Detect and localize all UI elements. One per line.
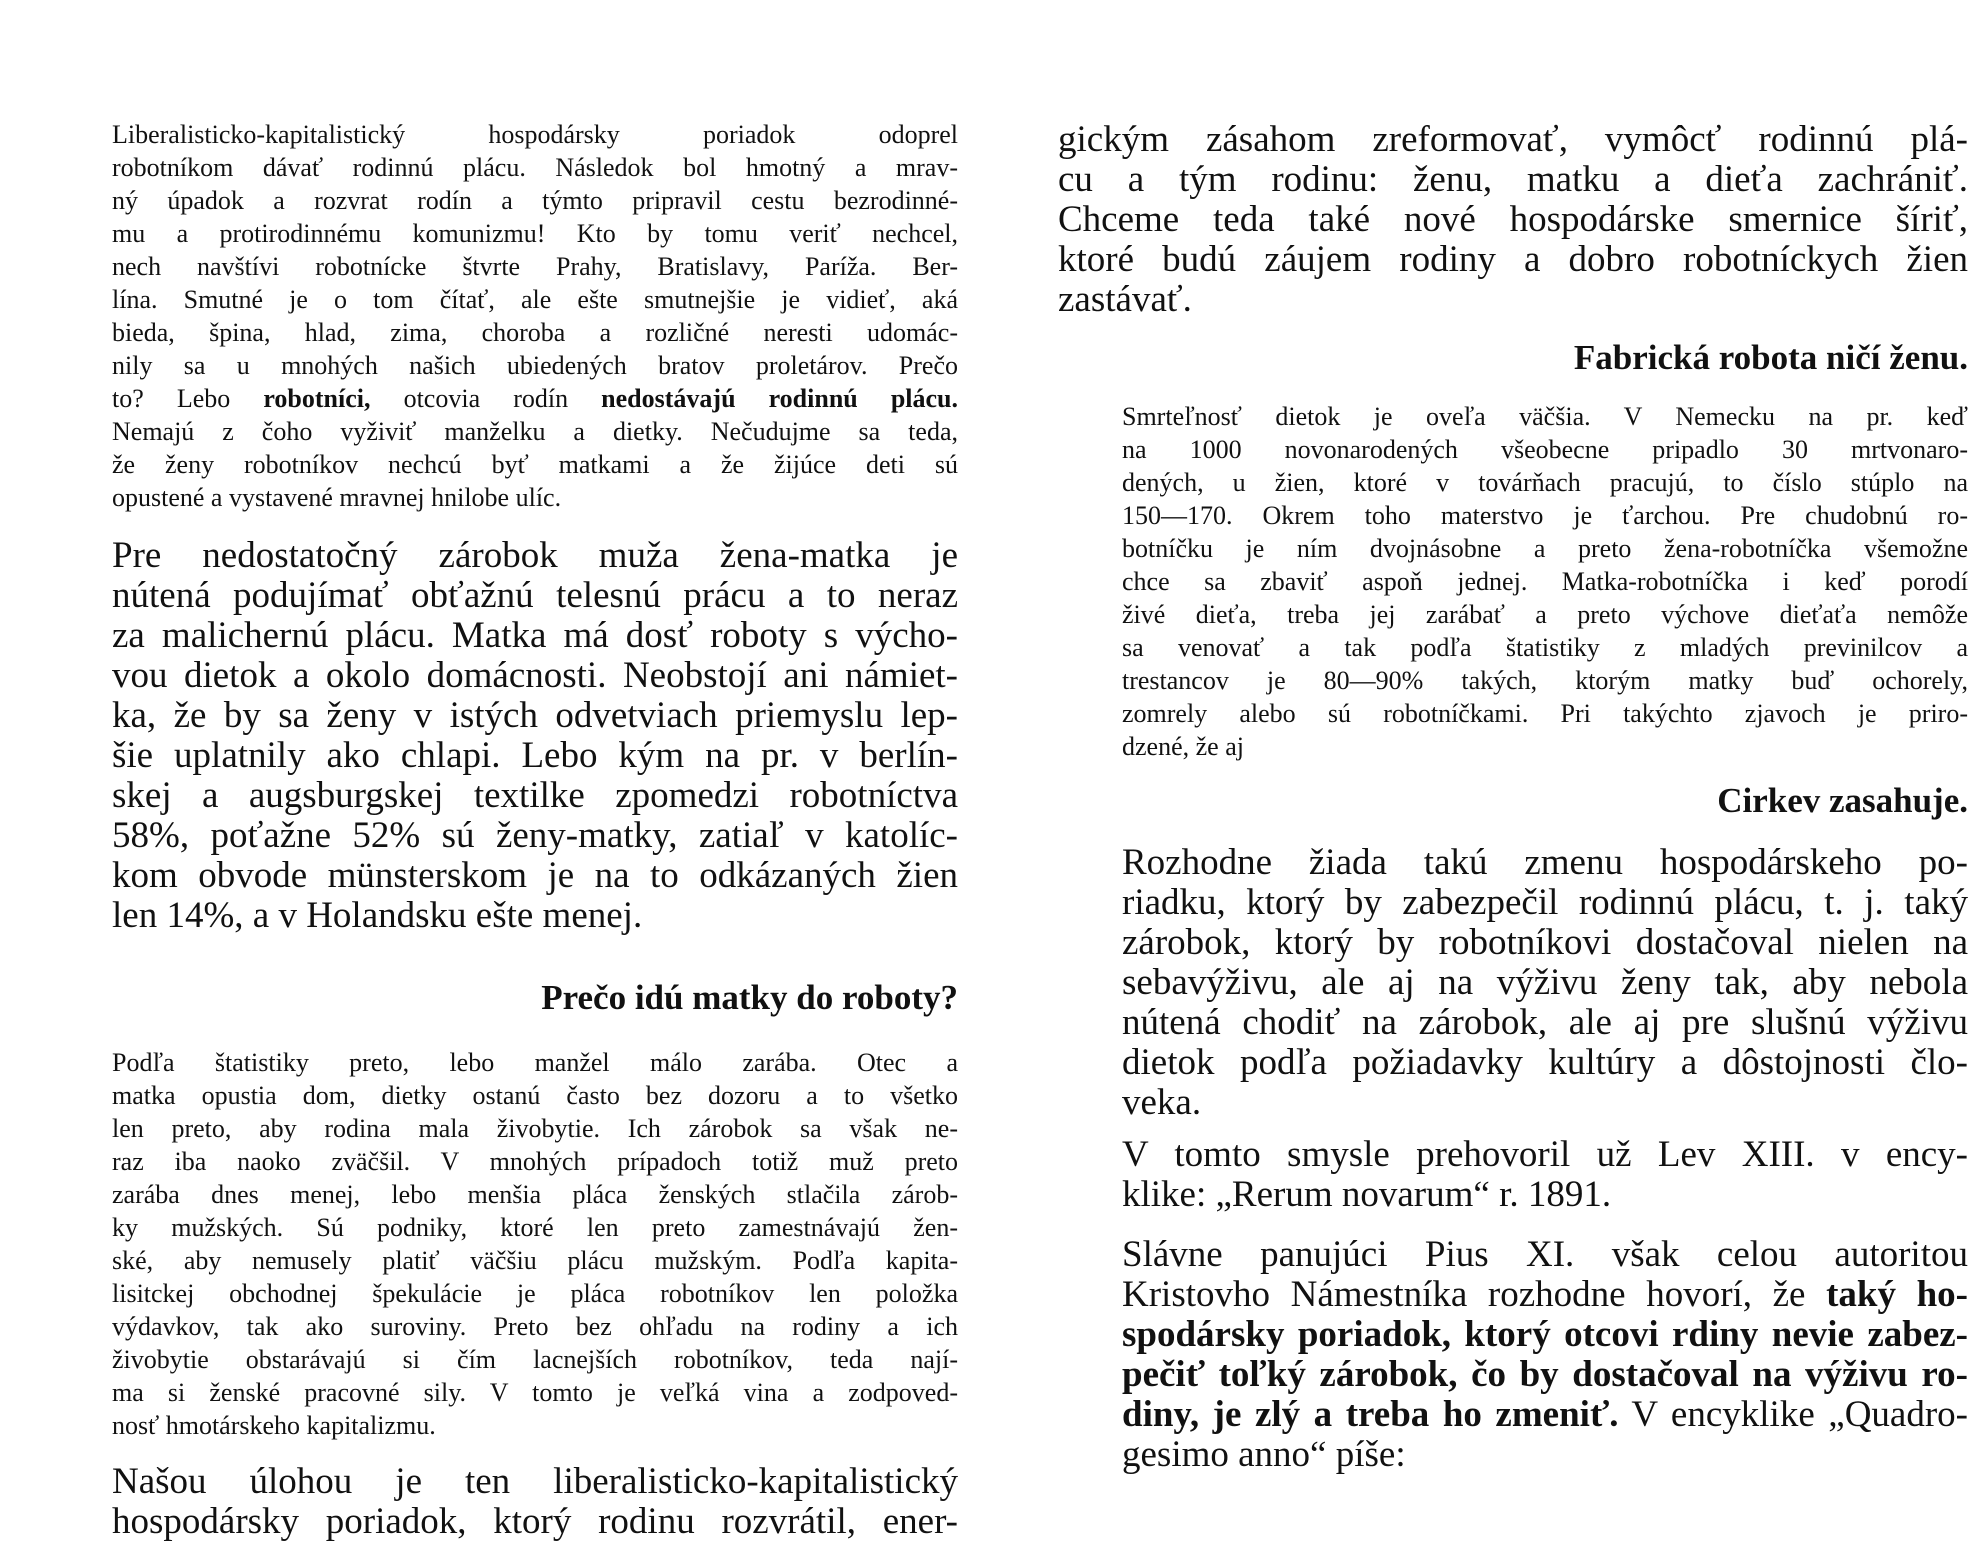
left-page bbox=[48, 118, 958, 1542]
text-line: veka. bbox=[1122, 1082, 1202, 1123]
text-line: botníčku je ním dvojnásobne a preto žena-robotníčka všemožne bbox=[1122, 534, 1968, 563]
left-paragraph-1 bbox=[48, 118, 958, 514]
text-line: len preto, aby rodina mala živobytie. Ich zárobok sa však ne- bbox=[112, 1114, 958, 1143]
text-line: Pre nedostatočný zárobok muža žena-matka je bbox=[112, 535, 958, 576]
text-line: Podľa štatistiky preto, lebo manžel málo zarába. Otec a bbox=[112, 1048, 958, 1077]
text-line bbox=[1058, 1275, 1968, 1315]
text-line: Nemajú z čoho vyživiť manželku a dietky. Nečudujme sa teda, bbox=[112, 417, 958, 446]
text-run: to? Lebo bbox=[112, 384, 264, 413]
text-line: výdavkov, tak ako suroviny. Preto bez ohľadu na rodiny a ich bbox=[112, 1312, 958, 1341]
text-line: klike: „Rerum novarum“ r. 1891. bbox=[1122, 1174, 1612, 1215]
text-line: ka, že by sa ženy v istých odvetviach priemyslu lep- bbox=[112, 695, 958, 736]
text-line: Našou úlohou je ten liberalisticko-kapitalistický bbox=[112, 1461, 958, 1502]
text-line: gickým zásahom zreformovať, vymôcť rodinnú plá- bbox=[1058, 119, 1968, 160]
text-line: nútená podujímať obťažnú telesnú prácu a to neraz bbox=[112, 575, 958, 616]
section-heading: Cirkev zasahuje. bbox=[1717, 781, 1968, 820]
text-line: ské, aby nemusely platiť väčšiu plácu mužským. Podľa kapita- bbox=[112, 1246, 958, 1275]
text-line: nútená chodiť na zárobok, ale aj pre slušnú výživu bbox=[1122, 1002, 1968, 1043]
text-line: matka opustia dom, dietky ostanú často bez dozoru a to všetko bbox=[112, 1081, 958, 1110]
text-line: ma si ženské pracovné sily. V tomto je veľká vina a zodpoved- bbox=[112, 1378, 958, 1407]
text-line: kom obvode münsterskom je na to odkázaných žien bbox=[112, 855, 958, 896]
left-paragraph-4 bbox=[48, 1462, 958, 1542]
text-line: ky mužských. Sú podniky, ktoré len preto zamestnávajú žen- bbox=[112, 1213, 958, 1242]
text-line: 58%, poťažne 52% sú ženy-matky, zatiaľ v katolíc- bbox=[112, 815, 958, 856]
bold-run: spodársky poriadok, ktorý otcovi rdiny nevie zabez- bbox=[1122, 1314, 1968, 1355]
right-paragraph-1 bbox=[1058, 120, 1968, 320]
text-line bbox=[48, 382, 958, 415]
text-line: lisitckej obchodnej špekulácie je pláca robotníkov len položka bbox=[112, 1279, 958, 1308]
bold-run: nedostávajú rodinnú plácu. bbox=[601, 384, 959, 413]
bold-run: robotníci, bbox=[263, 384, 371, 413]
text-line: raz iba naoko zväčšil. V mnohých prípadoch totiž muž preto bbox=[112, 1147, 958, 1176]
text-line: 150—170. Okrem toho materstvo je ťarchou. Pre chudobnú ro- bbox=[1122, 501, 1968, 530]
text-line: Liberalisticko-kapitalistický hospodársky poriadok odoprel bbox=[112, 120, 958, 149]
text-line: šie uplatnily ako chlapi. Lebo kým na pr. v berlín- bbox=[112, 735, 958, 776]
left-paragraph-2 bbox=[48, 536, 958, 936]
bold-run: pečiť toľký zárobok, čo by dostačoval na výživu ro- bbox=[1122, 1354, 1968, 1395]
bold-run: diny, je zlý a treba ho zmeniť. bbox=[1122, 1394, 1619, 1435]
text-line: živobytie obstarávajú si čím lacnejších robotníkov, teda nají- bbox=[112, 1345, 958, 1374]
text-line: za malichernú plácu. Matka má dosť roboty s výcho- bbox=[112, 615, 958, 656]
text-line: Rozhodne žiada takú zmenu hospodárskeho po- bbox=[1122, 842, 1968, 883]
text-line: vou dietok a okolo domácnosti. Neobstojí ani námiet- bbox=[112, 655, 958, 696]
text-line: zastávať. bbox=[1058, 279, 1192, 320]
text-line: dených, u žien, ktoré v továrňach pracujú, to číslo stúplo na bbox=[1122, 468, 1968, 497]
text-line: na 1000 novonarodených všeobecne pripadlo 30 mrtvonaro- bbox=[1122, 435, 1968, 464]
text-line: zomrely alebo sú robotníčkami. Pri takýchto zjavoch je priro- bbox=[1122, 699, 1968, 728]
text-line: skej a augsburgskej textilke zpomedzi robotníctva bbox=[112, 775, 958, 816]
right-page bbox=[1058, 120, 1968, 1475]
text-line: dietok podľa požiadavky kultúry a dôstojnosti člo- bbox=[1122, 1042, 1968, 1083]
text-run: V encyklike „Quadro- bbox=[1618, 1394, 1968, 1435]
text-line: Slávne panujúci Pius XI. však celou autoritou bbox=[1122, 1234, 1968, 1275]
text-line: zárobok, ktorý by robotníkovi dostačoval nielen na bbox=[1122, 922, 1968, 963]
text-line: nech navštívi robotnícke štvrte Prahy, Bratislavy, Paríža. Ber- bbox=[112, 252, 958, 281]
text-run: otcovia rodín bbox=[370, 384, 602, 413]
text-line: riadku, ktorý by zabezpečil rodinnú plácu, t. j. taký bbox=[1122, 882, 1968, 923]
text-line: Chceme teda také nové hospodárske smernice šíriť, bbox=[1058, 199, 1968, 240]
text-line: lína. Smutné je o tom čítať, ale ešte smutnejšie je vidieť, aká bbox=[112, 285, 958, 314]
section-heading: Prečo idú matky do roboty? bbox=[541, 978, 958, 1017]
text-line: Smrteľnosť dietok je oveľa väčšia. V Nemecku na pr. keď bbox=[1122, 402, 1968, 431]
text-line: len 14%, a v Holandsku ešte menej. bbox=[112, 895, 643, 936]
text-line bbox=[1058, 1355, 1968, 1395]
text-line: nosť hmotárskeho kapitalizmu. bbox=[112, 1411, 436, 1440]
right-paragraph-2 bbox=[1058, 400, 1968, 763]
text-line: sebavýživu, ale aj na výživu ženy tak, aby nebola bbox=[1122, 962, 1968, 1003]
section-heading: Fabrická robota ničí ženu. bbox=[1573, 338, 1968, 377]
text-line bbox=[1058, 1315, 1968, 1355]
right-paragraph-5 bbox=[1058, 1235, 1968, 1475]
text-line: ktoré budú záujem rodiny a dobro robotníckych žien bbox=[1058, 239, 1968, 280]
text-line: opustené a vystavené mravnej hnilobe ulíc. bbox=[112, 483, 562, 512]
text-line: trestancov je 80—90% takých, ktorým matky buď ochorely, bbox=[1122, 666, 1968, 695]
text-line: gesimo anno“ píše: bbox=[1122, 1434, 1406, 1475]
right-paragraph-3 bbox=[1058, 843, 1968, 1123]
text-line: živé dieťa, treba jej zarábať a preto výchove dieťaťa nemôže bbox=[1122, 600, 1968, 629]
bold-run: taký ho- bbox=[1826, 1274, 1968, 1315]
text-line: hospodársky poriadok, ktorý rodinu rozvrátil, ener- bbox=[112, 1501, 958, 1542]
right-paragraph-4 bbox=[1058, 1135, 1968, 1215]
left-paragraph-3 bbox=[48, 1046, 958, 1442]
text-run: Kristovho Námestníka rozhodne hovorí, že bbox=[1122, 1274, 1827, 1315]
text-line: že ženy robotníkov nechcú byť matkami a že žijúce deti sú bbox=[112, 450, 958, 479]
text-line: ný úpadok a rozvrat rodín a týmto pripravil cestu bezrodinné- bbox=[112, 186, 958, 215]
text-line bbox=[1058, 1395, 1968, 1435]
text-line: sa venovať a tak podľa štatistiky z mladých previnilcov a bbox=[1122, 633, 1968, 662]
text-line: bieda, špina, hlad, zima, choroba a rozličné neresti udomác- bbox=[112, 318, 958, 347]
text-line: zarába dnes menej, lebo menšia pláca ženských stlačila zárob- bbox=[112, 1180, 958, 1209]
text-line: dzené, že aj bbox=[1122, 732, 1244, 761]
text-line: cu a tým rodinu: ženu, matku a dieťa zachrániť. bbox=[1058, 159, 1968, 200]
text-line: robotníkom dávať rodinnú plácu. Následok bol hmotný a mrav- bbox=[112, 153, 958, 182]
text-line: mu a protirodinnému komunizmu! Kto by tomu veriť nechcel, bbox=[112, 219, 958, 248]
text-line: nily sa u mnohých našich ubiedených bratov proletárov. Prečo bbox=[112, 351, 958, 380]
text-line: chce sa zbaviť aspoň jednej. Matka-robotníčka i keď porodí bbox=[1122, 567, 1968, 596]
text-line: V tomto smysle prehovoril už Lev XIII. v ency- bbox=[1122, 1134, 1968, 1175]
